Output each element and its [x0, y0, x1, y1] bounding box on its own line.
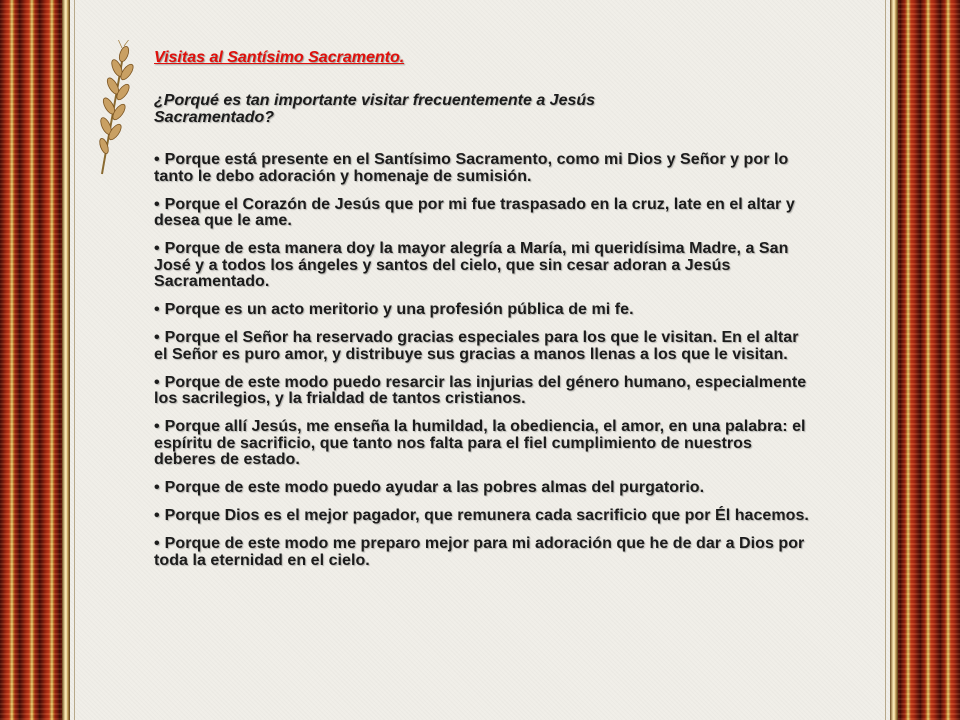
- reason-text: Porque allí Jesús, me enseña la humildad, la obediencia, el amor, en una palabra: el espíritu de sacrificio, que tanto nos falta para el fiel cumplimiento de nuestros deberes de estado.: [154, 418, 806, 468]
- list-item: [154, 241, 814, 291]
- reason-text: Porque de este modo me preparo mejor para mi adoración que he de dar a Dios por toda la eternidad en el cielo.: [154, 535, 805, 569]
- reason-text: Porque el Corazón de Jesús que por mi fue traspasado en la cruz, late en el altar y desea que le ame.: [154, 195, 795, 229]
- reason-text: Porque de este modo puedo ayudar a las pobres almas del purgatorio.: [164, 479, 705, 496]
- bullet-icon: •: [154, 240, 160, 257]
- bullet-icon: •: [154, 329, 160, 346]
- bullet-icon: •: [154, 151, 160, 168]
- slide-content: [154, 48, 814, 581]
- inner-line-left: [74, 0, 75, 720]
- bullet-icon: •: [154, 479, 160, 496]
- reason-text: Porque está presente en el Santísimo Sacramento, como mi Dios y Señor y por lo tanto le debo adoración y homenaje de sumisión.: [154, 151, 789, 185]
- reason-text: Porque el Señor ha reservado gracias especiales para los que le visitan. En el altar el Señor es puro amor, y distribuye sus gracias a manos llenas a los que le visitan.: [154, 329, 799, 363]
- slide-question: ¿Porqué es tan importante visitar frecuentemente a Jesús Sacramentado?: [154, 92, 596, 126]
- ornate-border-left: [0, 0, 62, 720]
- reason-text: Porque de este modo puedo resarcir las injurias del género humano, especialmente los sacrilegios, y la frialdad de tantos cristianos.: [154, 373, 807, 407]
- reason-text: Porque de esta manera doy la mayor alegría a María, mi queridísima Madre, a San José y a todos los ángeles y santos del cielo, que sin cesar adoran a Jesús Sacramentado.: [154, 240, 789, 290]
- bullet-icon: •: [154, 195, 160, 213]
- gold-rule-right: [890, 0, 898, 720]
- gold-rule-left: [62, 0, 70, 720]
- ornate-border-right: [898, 0, 960, 720]
- inner-line-right: [885, 0, 886, 720]
- reason-text: Porque Dios es el mejor pagador, que remunera cada sacrificio que por Él hacemos.: [164, 507, 809, 524]
- reason-text: Porque es un acto meritorio y una profesión pública de mi fe.: [164, 301, 634, 318]
- list-item: [154, 330, 814, 363]
- list-item: [154, 480, 814, 497]
- bullet-icon: •: [154, 535, 160, 552]
- wheat-stalk-icon: [84, 40, 144, 180]
- list-item: [154, 375, 814, 408]
- bullet-icon: •: [154, 373, 160, 391]
- bullet-icon: •: [154, 301, 160, 318]
- parchment-panel: [70, 0, 890, 720]
- list-item: [154, 508, 814, 525]
- bullet-icon: •: [154, 507, 160, 524]
- reasons-list: [154, 152, 814, 569]
- list-item: [154, 302, 814, 319]
- list-item: [154, 197, 814, 230]
- list-item: [154, 536, 814, 569]
- slide-title: Visitas al Santísimo Sacramento.: [154, 49, 405, 66]
- list-item: [154, 152, 814, 185]
- bullet-icon: •: [154, 418, 160, 435]
- list-item: [154, 419, 814, 469]
